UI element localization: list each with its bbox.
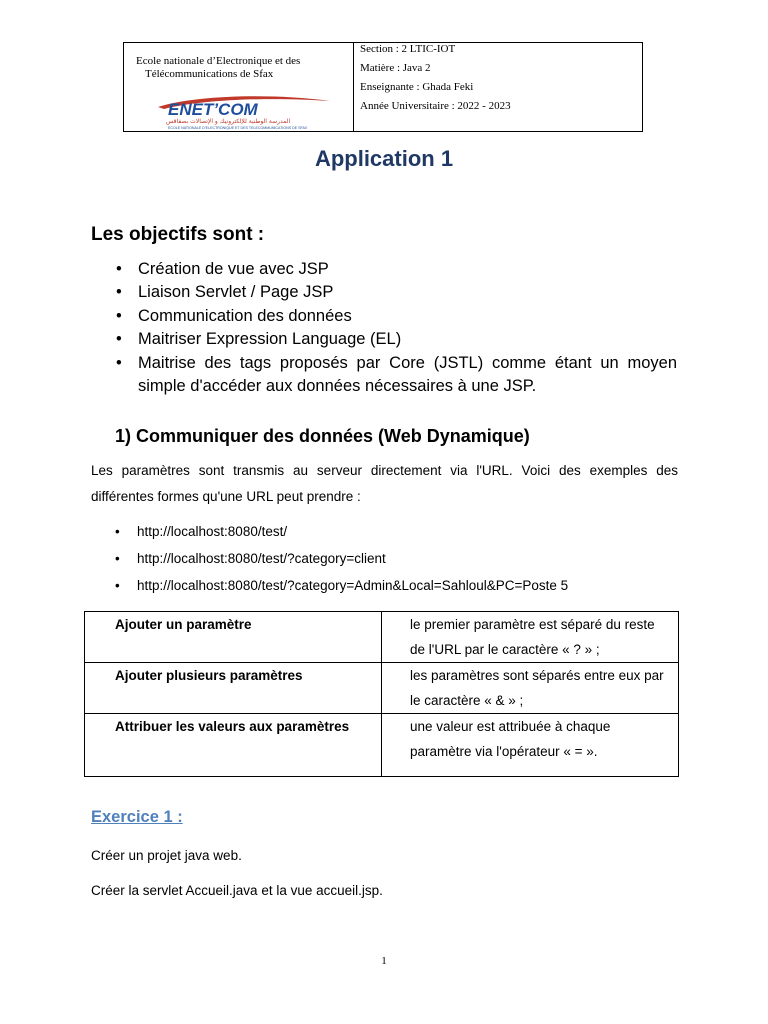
exercise-line: Créer la servlet Accueil.java et la vue accueil.jsp. <box>91 883 383 898</box>
annee-label: Année Universitaire : 2022 - 2023 <box>360 100 511 112</box>
table-row <box>85 663 679 714</box>
logo-arabic: المدرسة الوطنية للإلكترونيك و الإتصالات بصفاقس <box>166 118 291 125</box>
logo-text: ENET’COM <box>168 100 258 119</box>
url-item: • http://localhost:8080/test/?category=Admin&Local=Sahloul&PC=Poste 5 <box>91 572 568 599</box>
bullet-icon: • <box>116 260 122 278</box>
objectives-list <box>91 258 677 398</box>
header-school-cell <box>124 43 354 131</box>
table-value-cell: le premier paramètre est séparé du reste de l'URL par le caractère « ? » ; <box>382 612 679 663</box>
bullet-icon: • <box>116 283 122 302</box>
objective-item: • Maitrise des tags proposés par Core (JSTL) comme étant un moyen simple d'accéder aux données nécessaires à une JSP. <box>116 353 677 396</box>
section-paragraph: Les paramètres sont transmis au serveur directement via l'URL. Voici des exemples des différentes formes qu'une URL peut prendre : <box>91 463 678 504</box>
url-item: • http://localhost:8080/test/?category=client <box>91 545 568 572</box>
school-name-line2: Télécommunications de Sfax <box>145 68 274 80</box>
objective-item: • Liaison Servlet / Page JSP <box>91 281 677 304</box>
objective-item: • Maitriser Expression Language (EL) <box>91 328 677 351</box>
matiere-label: Matière : Java 2 <box>360 62 431 74</box>
exercise-title: Exercice 1 : <box>91 808 183 826</box>
table-key-cell: Ajouter un paramètre <box>85 612 382 663</box>
enseignante-label: Enseignante : Ghada Feki <box>360 81 474 93</box>
url-list <box>91 518 568 599</box>
header-info-cell <box>354 43 642 131</box>
page-number: 1 <box>381 955 387 967</box>
bullet-icon: • <box>116 353 122 372</box>
bullet-icon: • <box>115 578 120 593</box>
objective-item: • Communication des données <box>91 305 677 328</box>
bullet-icon: • <box>116 306 122 325</box>
url-item: • http://localhost:8080/test/ <box>91 518 568 545</box>
bullet-icon: • <box>116 330 122 349</box>
table-row <box>85 714 679 777</box>
bullet-icon: • <box>115 524 120 539</box>
header-table <box>123 42 643 132</box>
bullet-icon: • <box>115 551 120 566</box>
page-title: Application 1 <box>314 146 454 171</box>
section-heading: 1) Communiquer des données (Web Dynamique) <box>115 426 530 446</box>
school-name-line1: Ecole nationale d’Electronique et des <box>136 55 301 67</box>
section-label: Section : 2 LTIC-IOT <box>360 43 456 55</box>
exercise-line: Créer un projet java web. <box>91 848 242 863</box>
objectives-heading: Les objectifs sont : <box>91 224 265 245</box>
table-key-cell: Ajouter plusieurs paramètres <box>85 663 382 714</box>
school-name <box>136 55 300 81</box>
enetcom-logo <box>154 93 334 131</box>
parameters-table <box>84 611 679 777</box>
logo-subtitle: ECOLE NATIONALE D’ELECTRONIQUE ET DES TELECOMMUNICATIONS DE SFAX <box>168 126 308 130</box>
objective-item: • Création de vue avec JSP <box>91 258 677 281</box>
table-value-cell: une valeur est attribuée à chaque paramètre via l'opérateur « = ». <box>382 714 679 777</box>
table-row <box>85 612 679 663</box>
table-value-cell: les paramètres sont séparés entre eux par le caractère « & » ; <box>382 663 679 714</box>
table-key-cell: Attribuer les valeurs aux paramètres <box>85 714 382 777</box>
